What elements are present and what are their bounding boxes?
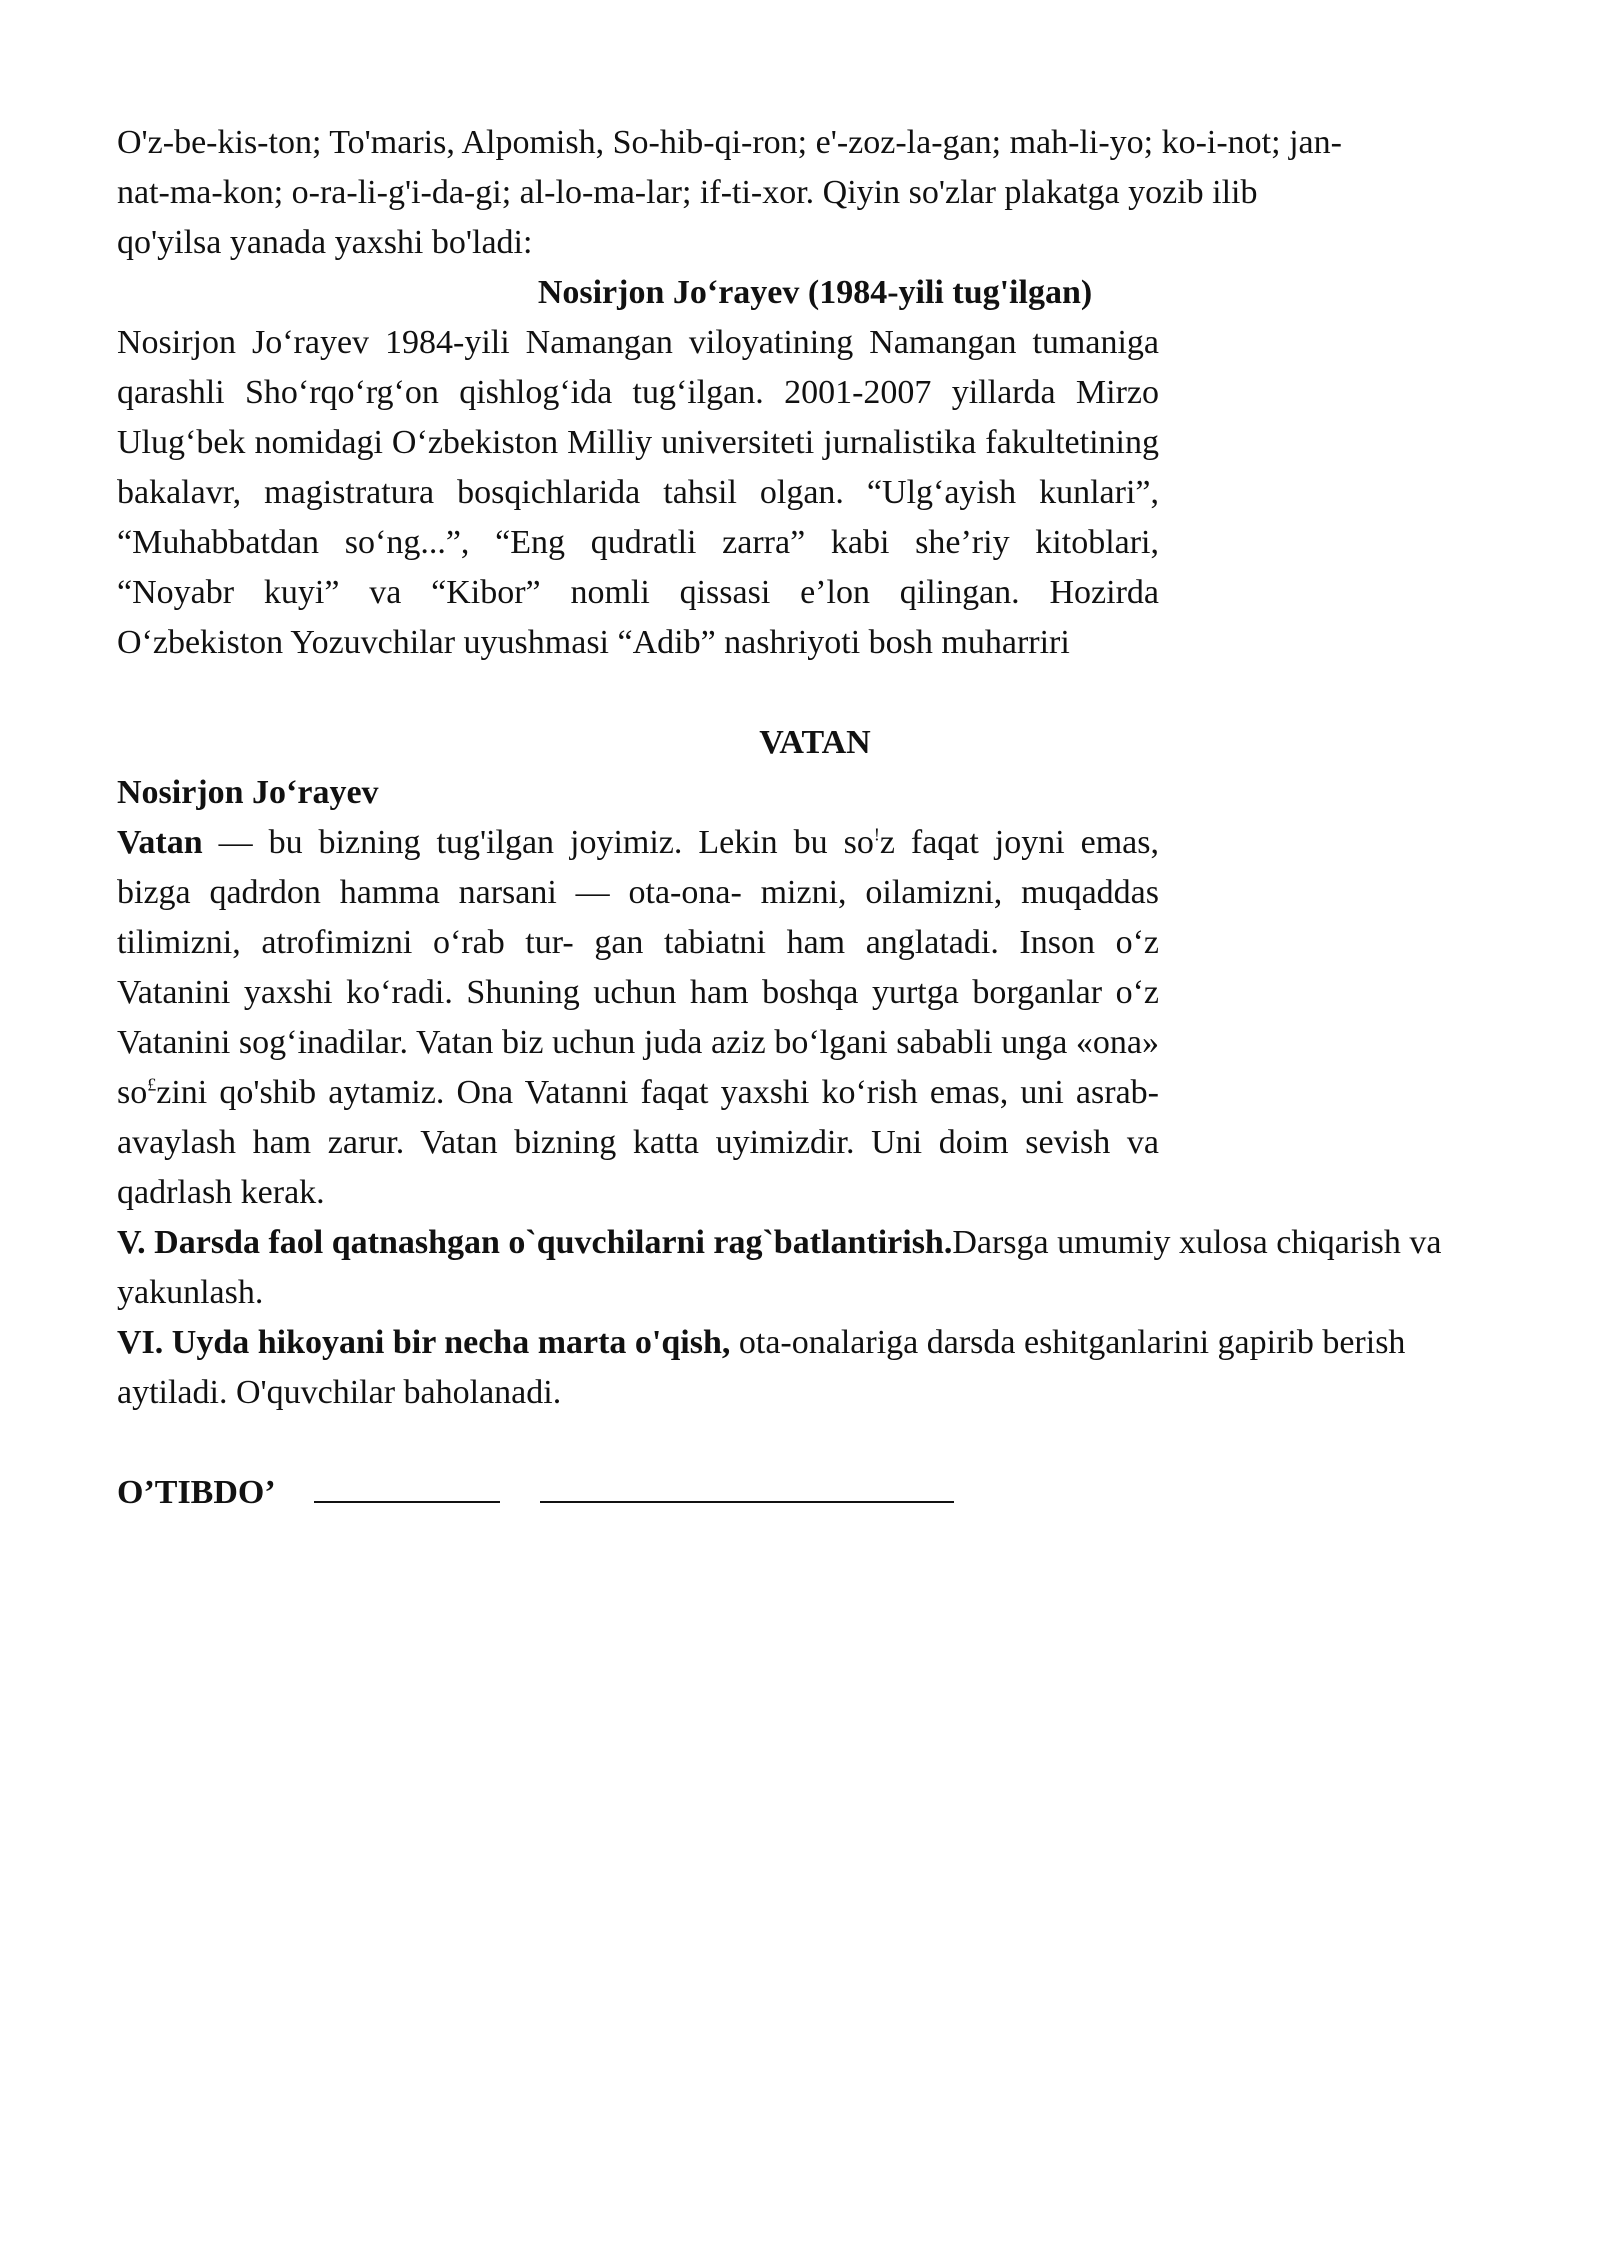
section-5-heading: V. Darsda faol qatnashgan o`quvchilarni rag`batlantirish. xyxy=(117,1224,953,1261)
intro-line-1: O'z-be-kis-ton; To'maris, Alpomish, So-hib-qi-ron; e'-zoz-la-gan; mah-li-yo; ko-i-not; jan- xyxy=(117,124,1342,161)
poem-author: Nosirjon Jo‘rayev xyxy=(117,774,379,811)
poem-title: VATAN xyxy=(759,724,871,761)
superscript-mark-1: ! xyxy=(873,824,880,845)
poem-lead-word: Vatan xyxy=(117,824,203,861)
poem-paragraph xyxy=(117,818,1159,1218)
bio-title: Nosirjon Jo‘rayev (1984-yili tug'ilgan) xyxy=(537,274,1093,311)
signature-label: O’TIBDO’ xyxy=(117,1474,276,1511)
section-5-text: Darsga umumiy xulosa chiqarish va yakunlash. xyxy=(117,1224,1442,1311)
signature-blank-long xyxy=(540,1473,954,1503)
poem-text-part-3: zini qo'shib aytamiz. Ona Vatanni faqat yaxshi ko‘rish emas, uni asrab-avaylash ham zarur. Vatan bizning katta uyimizdir. Uni doim sevish va qadrlash kerak. xyxy=(117,1074,1159,1211)
signature-blank-short xyxy=(314,1473,500,1503)
poem-text-part-1: — bu bizning tug'ilgan joyimiz. Lekin bu so xyxy=(202,824,874,861)
section-6-text: ota-onalariga darsda eshitganlarini gapirib berish aytiladi. O'quvchilar baholanadi. xyxy=(117,1324,1406,1411)
bio-paragraph: Nosirjon Jo‘rayev 1984-yili Namangan viloyatining Namangan tumaniga qarashli Sho‘rqo‘rg‘on qishlog‘ida tug‘ilgan. 2001-2007 yillarda Mirzo Ulug‘bek nomidagi O‘zbekiston Milliy universiteti jurnalistika fakultetining bakalavr, magistratura bosqichlarida tahsil olgan. “Ulg‘ayish kunlari”, “Muhabbatdan so‘ng...”, “Eng qudratli zarra” kabi she’riy kitoblari, “Noyabr kuyi” va “Kibor” nomli qissasi e’lon qilingan. Hozirda O‘zbekiston Yozuvchilar uyushmasi “Adib” nashriyoti bosh muharriri xyxy=(117,324,1159,661)
section-5 xyxy=(117,1218,1497,1318)
document-page xyxy=(117,118,1497,1518)
signature-block xyxy=(117,1468,1497,1518)
poem-text-part-2: z faqat joyni emas, bizga qadrdon hamma narsani — ota-ona- mizni, oilamizni, muqaddas tilimizni, atrofimizni o‘rab tur- gan tabiatni ham anglatadi. Inson o‘z Vatanini yaxshi ko‘radi. Shuning uchun ham boshqa yurtga borganlar o‘z Vatanini sog‘inadilar. Vatan biz uchun juda aziz bo‘lgani sababli unga «ona» so xyxy=(117,824,1160,1111)
superscript-mark-2: £ xyxy=(147,1074,157,1095)
section-6-heading: VI. Uyda hikoyani bir necha marta o'qish, xyxy=(117,1324,731,1361)
intro-line-3: qo'yilsa yanada yaxshi bo'ladi: xyxy=(117,224,533,261)
section-6 xyxy=(117,1318,1497,1418)
intro-line-2: nat-ma-kon; o-ra-li-g'i-da-gi; al-lo-ma-lar; if-ti-xor. Qiyin so'zlar plakatga yozib ilib xyxy=(117,174,1258,211)
